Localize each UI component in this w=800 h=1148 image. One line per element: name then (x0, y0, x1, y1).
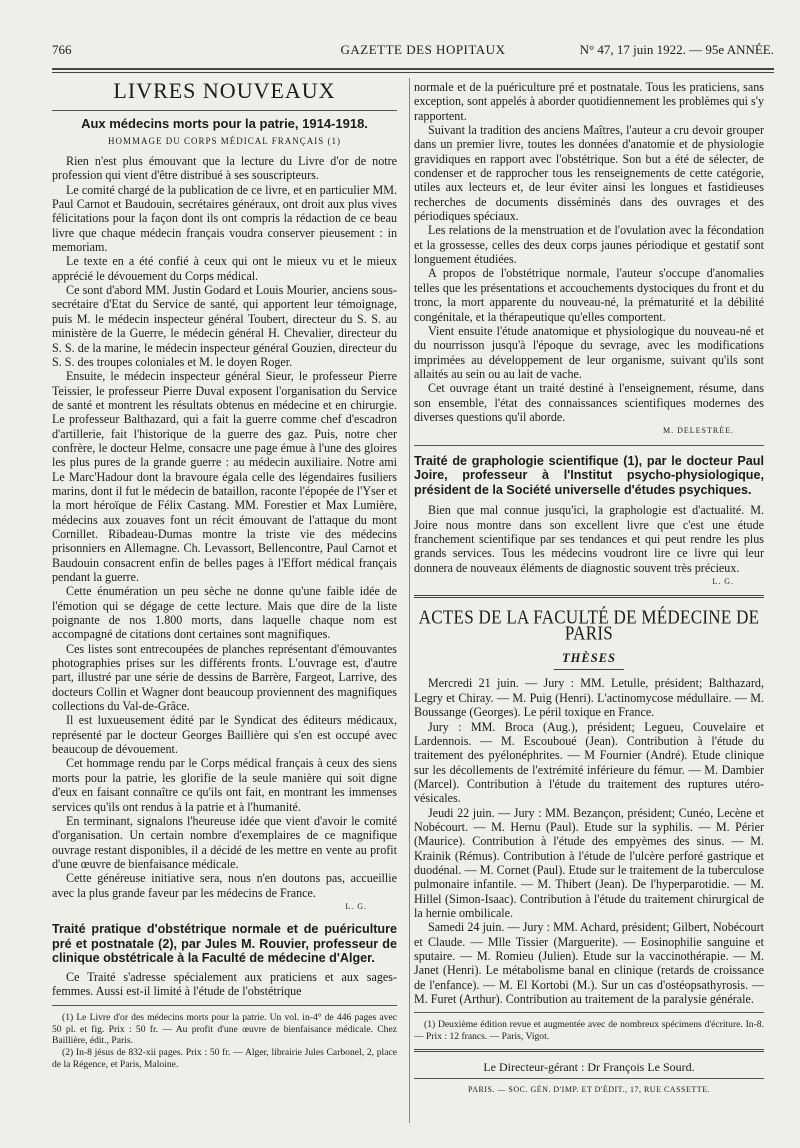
footnote-rule (52, 1005, 397, 1006)
page-header (52, 34, 774, 64)
paragraph: Cette énumération un peu sèche ne donne qu'une faible idée de l'émotion qui se dégage de cette lecture. Mais que dire de la liste poignante de nos 1.800 morts, dans laquelle chaque nom est accompagné de citations dont certaines sont magnifiques. (52, 584, 397, 642)
divider (414, 1078, 764, 1079)
paragraph: Ces listes sont entrecoupées de planches représentant d'émouvantes photographies prises sur les différents fronts. L'ouvrage est, d'autre part, illustré par une série de dessins de Barrère, Fargeot, Larrive, des docteurs Collin et Wagner dont beaucoup proviennent des magnifiques collections du Val-de-Grâce. (52, 641, 397, 714)
footnote: (1) Deuxième édition revue et augmentée avec de nombreux spécimens d'écriture. In-8. — Prix : 12 francs. — Paris, Vigot. (414, 1019, 764, 1043)
footnote: (1) Le Livre d'or des médecins morts pour la patrie. Un vol. in-4° de 446 pages avec 50 pl. et fig. Prix : 50 fr. — Au profit d'une œuvre de bienfaisance médicale. Chez Baillière, édit., Paris. (52, 1011, 397, 1047)
paragraph: Ce Traité s'adresse spécialement aux praticiens et aux sages-femmes. Aussi est-il limité à l'étude de l'obstétrique (52, 970, 397, 999)
journal-title: GAZETTE DES HOPITAUX (340, 42, 506, 57)
right-column (414, 80, 764, 1098)
theses-title: THÈSES (562, 651, 616, 666)
section-header (52, 78, 397, 111)
paragraph: Les relations de la menstruation et de l'ovulation avec la fécondation et la grossesse, celles des deux corps jaunes périodique et gestatif sont longuement étudiées. (414, 223, 764, 267)
left-column (52, 80, 397, 1071)
paragraph: Cet hommage rendu par le Corps médical français à ceux des siens morts pour la patrie, les glorifie de la seule manière qui soit digne d'eux en faisant connaître ce qu'ils ont fait, en montrant les immenses services qu'ils ont rendus à la patrie et à l'humanité. (52, 756, 397, 814)
article-title: Aux médecins morts pour la patrie, 1914-1918. (81, 116, 368, 132)
footnote-rule (414, 1012, 764, 1013)
theses-rule (554, 669, 624, 670)
paragraph: Le texte en a été confié à ceux qui ont le mieux vu et le mieux apprécié le dévouement du Corps médical. (52, 254, 397, 283)
these-entry: Jeudi 22 juin. — Jury : MM. Bezançon, président; Cunéo, Lecène et Nobécourt. — M. Hernu (Paul). Etude sur la syphilis. — M. Périer (Maurice). Contribution à l'étude des empyèmes des sinus. — M. Krainik (Rémus). Contribution à l'étude de l'ulcère perforé gastrique et duodénal. — M. Cornet (Paul). Etude sur le traitement de la tuberculose pulmonaire infantile. — M. Thibert (Jean). De l'hyperparotidie. — M. Hillel (Simon-Isaac). Contribution à l'étude du traitement chirurgical de la hernie ombilicale. (414, 805, 764, 920)
footnotes (414, 1019, 764, 1043)
these-entry: Samedi 24 juin. — Jury : MM. Achard, président; Gilbert, Nobécourt et Claude. — Mlle Tissier (Marguerite). — Eosinophilie sanguine et sputaire. — M. Romieu (Julien). Etude sur la vaccinothérapie. — M. Janet (Henri). Le métabolisme banal en clinique (retards de croissance de l'enfance). — M. El Kortobi (M.). Sur un cas d'ostéopsathyrosis. — M. Furet (Arthur). Contribution au traitement de la paralysie générale. (414, 920, 764, 1007)
paragraph: Ensuite, le médecin inspecteur général Sieur, le professeur Pierre Teissier, le professeur Pierre Duval exposent l'organisation du Service de santé et montrent les résultats obtenus en médecine et en chirurgie. Le professeur Balthazard, qui a fait la guerre comme chef d'escadron d'artillerie, fait l'historique de la guerre des gaz. Puis, notre cher confrère, le docteur Helme, consacre une page émue à l'une des gloires les plus pures de la grande guerre : au médecin auxiliaire. Notre ami Le Marc'Hadour dont la bravoure égala celle des légendaires fusiliers marins, dont il fut le médecin de bataillon, raconte l'épopée de l'Yser et la mort héroïque de Félix Castang. MM. Forestier et Max Lumière, médecins aux zouaves font un récit émouvant de l'attaque du mont Cornillet. Ribadeau-Dumas montre la triste vie des médecins prisonniers en Allemagne. Ch. Levassort, Bellencontre, Paul Carnot et Baudouin consacrent enfin de belles pages à l'Effort médical français pendant la guerre. (52, 369, 397, 584)
paragraph: A propos de l'obstétrique normale, l'auteur s'occupe d'anomalies telles que les présentations et accouchements dystociques du front et du tronc, la mort apparente du nouveau-né, la prématurité et la débilité congénitale, et la thérapeutique qu'elles comportent. (414, 266, 764, 324)
footnote: (2) In-8 jésus de 832-xii pages. Prix : 50 fr. — Alger, librairie Jules Carbonel, 2, place de la Régence, et Paris, Maloine. (52, 1047, 397, 1070)
header-rule-thin (52, 72, 774, 73)
divider (414, 445, 764, 446)
paragraph: Rien n'est plus émouvant que la lecture du Livre d'or de notre profession qui vient d'être distribué à ses souscripteurs. (52, 154, 397, 183)
divider-double (414, 1049, 764, 1052)
paragraph: Il est luxueusement édité par le Syndicat des éditeurs médicaux, représenté par le docteur Georges Baillière qui s'en est occupé avec beaucoup de dévouement. (52, 713, 397, 757)
signature: M. DELESTRÉE. (663, 426, 734, 436)
actes-title: ACTES DE LA FACULTÉ DE MÉDECINE DE PARIS (418, 606, 760, 646)
signature: L. G. (345, 901, 367, 911)
article-subtitle: HOMMAGE DU CORPS MÉDICAL FRANÇAIS (1) (108, 135, 341, 146)
printer-line: PARIS. — SOC. GÉN. D'IMP. ET D'ÉDIT., 17, RUE CASSETTE. (467, 1085, 711, 1095)
paragraph: Bien que mal connue jusqu'ici, la graphologie est d'actualité. M. Joire nous montre dans son excellent livre que c'est une étude franchement scientifique par ses tendances et qui peut rendre les plus grands services. Tous les médecins voudront lire ce livre qui leur donnera de nouveaux éléments de diagnostic souvent très précieux. (414, 503, 764, 575)
footnotes (52, 1012, 397, 1071)
paragraph: normale et de la puériculture pré et postnatale. Tous les praticiens, sans exception, sont appelés à aborder quotidiennement les problèmes qui s'y rapportent. (414, 80, 764, 123)
book-title: Traité pratique d'obstétrique normale et de puériculture pré et postnatale (2), par Jules M. Rouvier, professeur de clinique obstétricale à la Faculté de médecine d'Alger. (52, 922, 397, 966)
director-line: Le Directeur-gérant : Dr François Le Sourd. (483, 1059, 695, 1074)
these-entry: Mercredi 21 juin. — Jury : MM. Letulle, président; Balthazard, Legry et Chiray. — M. Puig (Henri). L'actinomycose médullaire. — M. Boussange (Georges). Le péril toxique en France. (414, 676, 764, 720)
section-title: LIVRES NOUVEAUX (113, 78, 336, 103)
header-rule (52, 68, 774, 70)
paragraph: Vient ensuite l'étude anatomique et physiologique du nouveau-né et du nourrisson jusqu'à l'époque du sevrage, avec les modifications imprimées au développement de leur organisme, suivant qu'ils sont allaités au sein ou au lait de vache. (414, 323, 764, 381)
paragraph: Cet ouvrage étant un traité destiné à l'enseignement, résume, dans son ensemble, l'état des connaissances scientifiques modernes des diverses questions qu'il aborde. (414, 381, 764, 424)
paragraph: Ce sont d'abord MM. Justin Godard et Louis Mourier, anciens sous-secrétaire d'Etat du Service de santé, qui apportent leur témoignage, puis M. le médecin inspecteur général Toubert, directeur du S. S. au ministère de la Guerre, le médecin général H. Chevalier, directeur du S. S. de la marine, le médecin inspecteur général Gouzien, directeur du S. S. des troupes coloniales et M. le doyen Roger. (52, 283, 397, 369)
paragraph: Cette généreuse initiative sera, nous n'en doutons pas, accueillie avec la plus grande faveur par les médecins de France. (52, 871, 397, 900)
page-number: 766 (52, 42, 72, 57)
divider-double (414, 595, 764, 598)
signature: L. G. (712, 577, 734, 587)
column-divider (409, 78, 410, 1123)
paragraph: Le comité chargé de la publication de ce livre, et en particulier MM. Paul Carnot et Baudouin, secrétaires généraux, ont droit aux plus vives félicitations pour la façon dont ils ont compris la rédaction de ce beau livre que chaque médecin français voudra conserver pieusement : in memoriam. (52, 182, 397, 255)
paragraph: En terminant, signalons l'heureuse idée que vient d'avoir le comité d'organisation. Un certain nombre d'exemplaires de ce magnifique ouvrage restant disponibles, il a décidé de les mettre en vente au profit d'une œuvre de bienfaisance médicale. (52, 813, 397, 871)
paragraph: Suivant la tradition des anciens Maîtres, l'auteur a cru devoir grouper dans un premier livre, toutes les données d'anatomie et de physiologie gravidiques en rapport avec l'obstétrique. Son but a été de sélecter, de condenser et de rapprocher tous les renseignements de cette catégorie, utiles aux lecteurs et, de leur éviter ainsi les longues et fastidieuses recherches de documents disséminés dans des ouvrages et des périodiques spéciaux. (414, 123, 764, 224)
book-title: Traité de graphologie scientifique (1), par le docteur Paul Joire, professeur à l'Institut psycho-physiologique, président de la Société universelle d'études psychiques. (414, 453, 764, 497)
these-entry: Jury : MM. Broca (Aug.), président; Legueu, Couvelaire et Lardennois. — M. Escouboué (Jean). Contribution à l'étude du traitement des pyélonéphrites. — M Fournier (André). Etude clinique sur les décollements de l'extrémité inférieure du fémur. — M. Dambier (Marcel). Contribution à l'étude du traitement des ruptures utéro-vésicales. (414, 719, 764, 806)
issue-info: N° 47, 17 juin 1922. — 95e ANNÉE. (579, 42, 774, 57)
